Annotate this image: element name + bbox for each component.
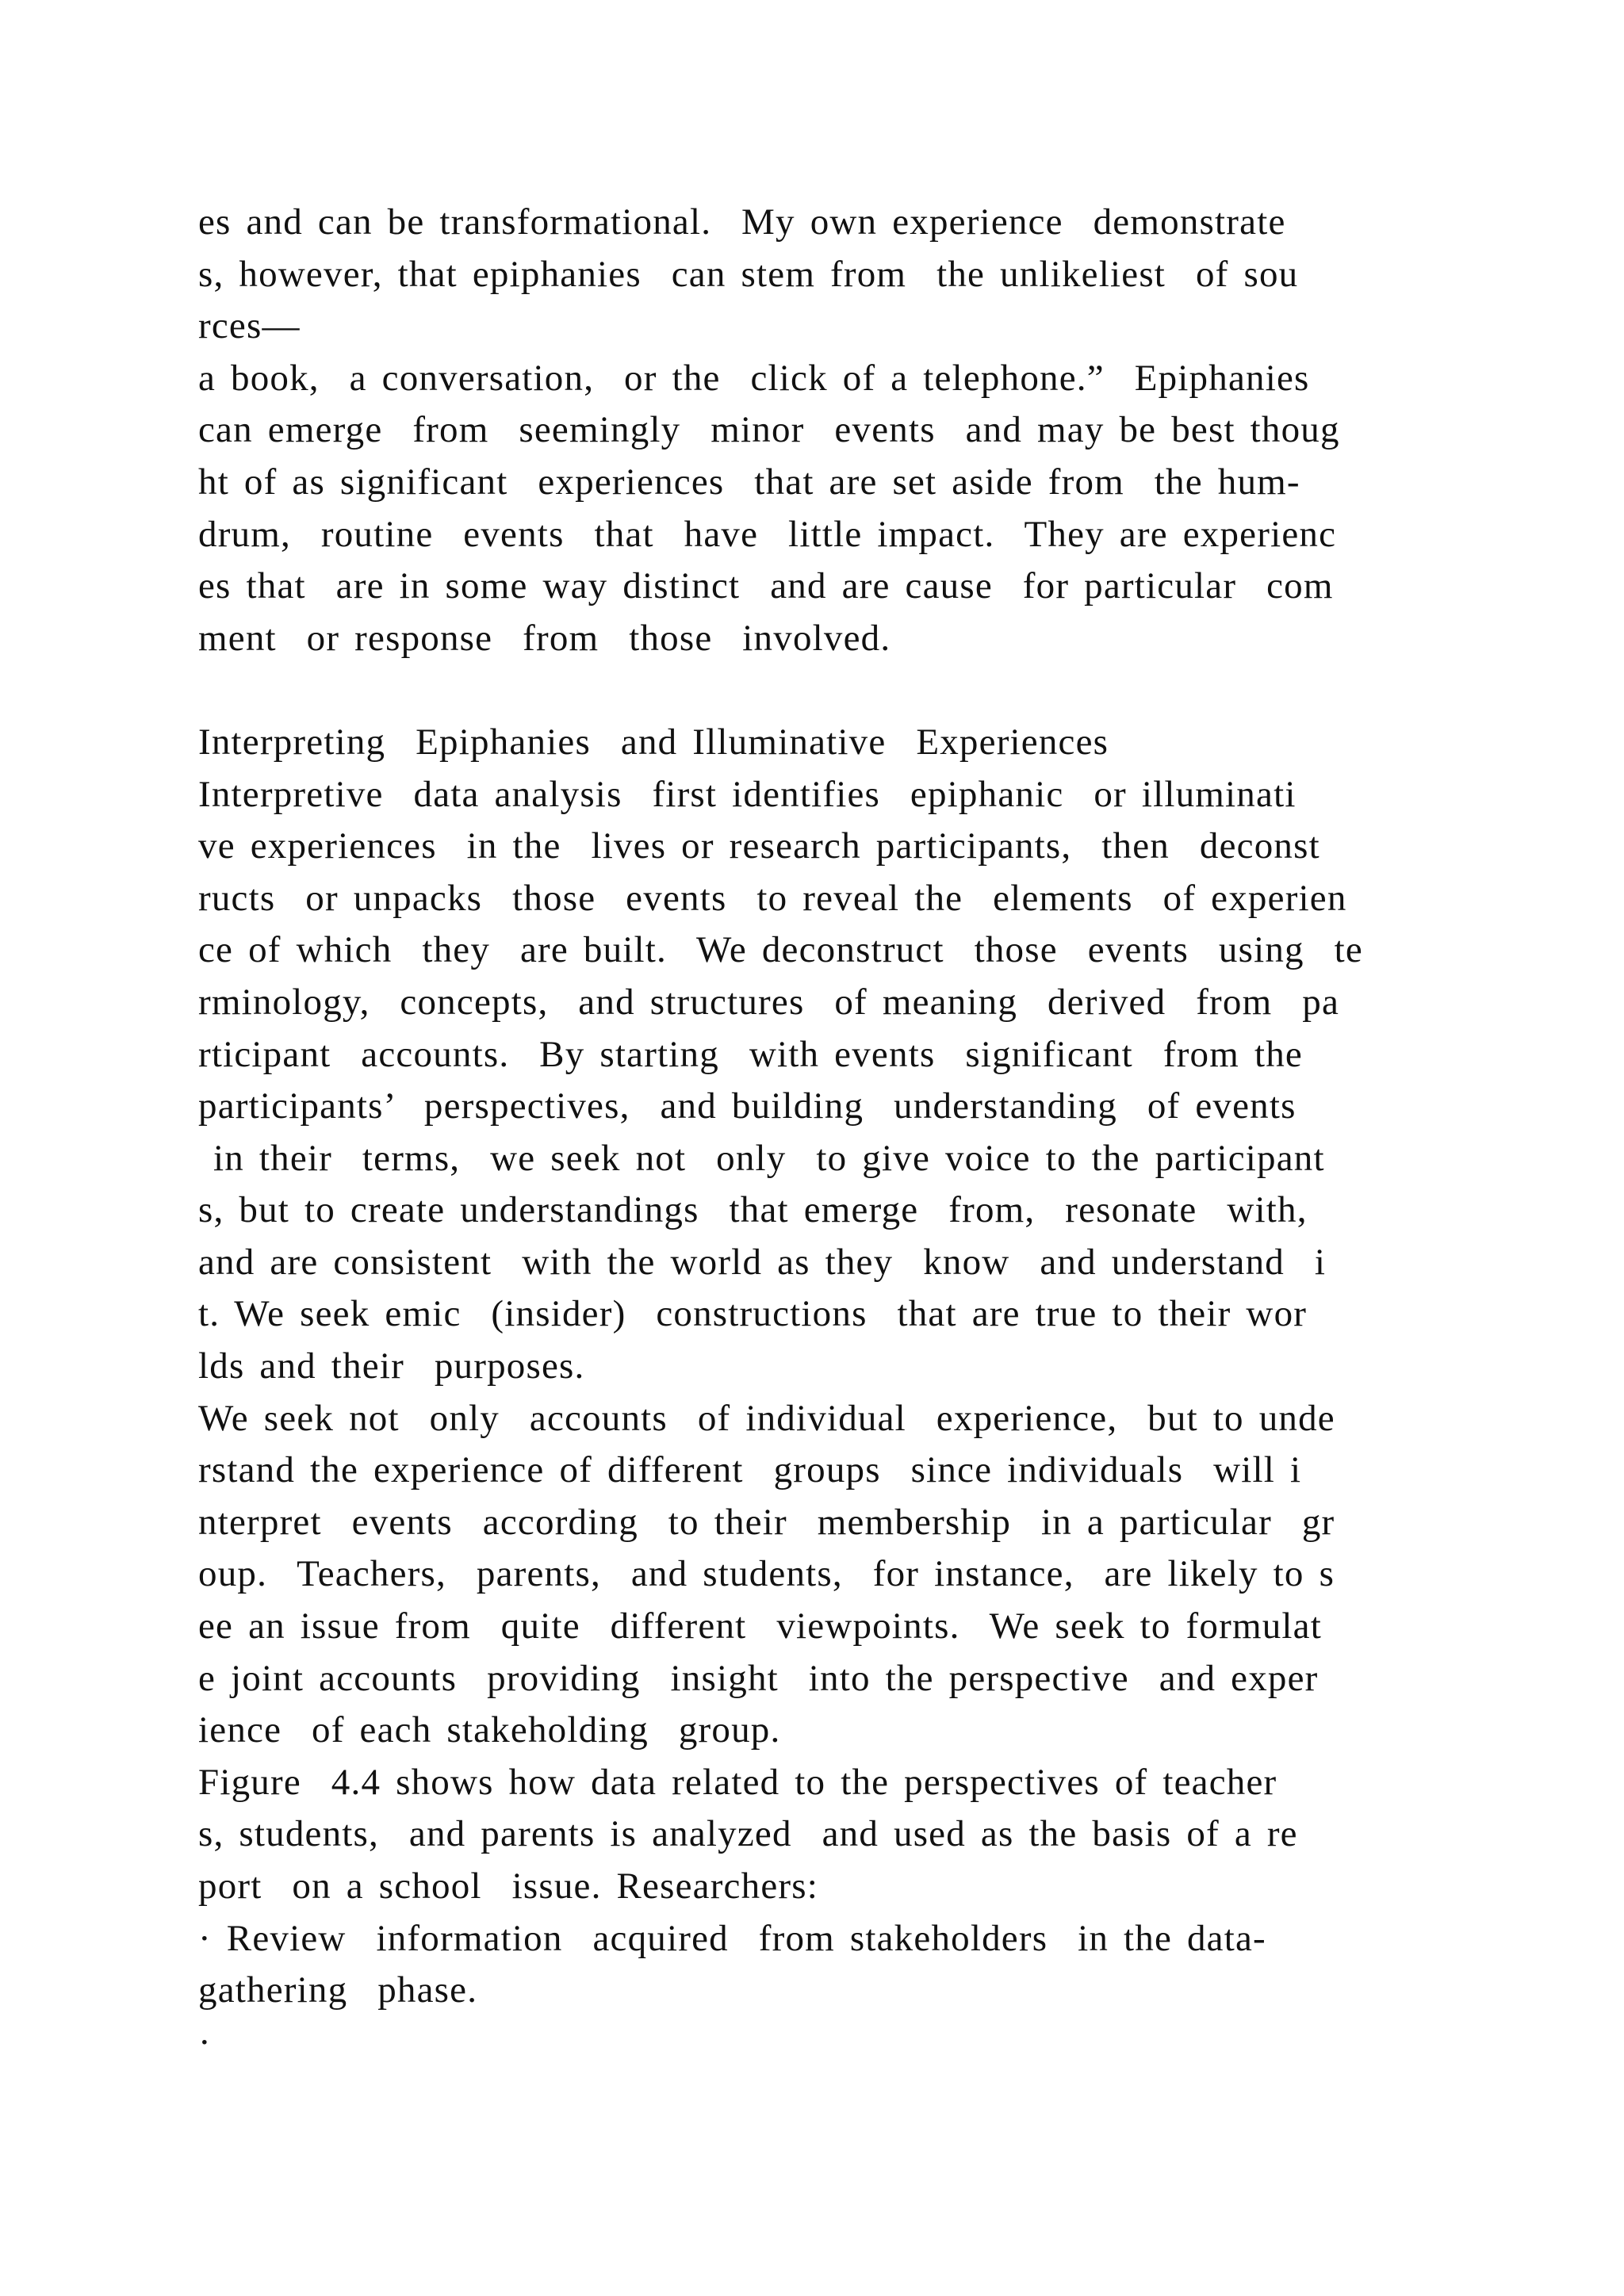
text-line: ment or response from those involved.: [198, 617, 891, 659]
text-line: s, however, that epiphanies can stem from the unlikeliest of sou: [198, 253, 1299, 295]
text-line: ve experiences in the lives or research participants, then deconst: [198, 825, 1320, 867]
text-line: a book, a conversation, or the click of a telephone.” Epiphanies: [198, 357, 1310, 399]
bullet-item: ·: [198, 2021, 212, 2063]
bullet-item-continuation: gathering phase.: [198, 1969, 478, 2011]
text-line: rstand the experience of different groups since individuals will i: [198, 1449, 1302, 1491]
text-line: e joint accounts providing insight into the perspective and exper: [198, 1657, 1319, 1699]
text-line: We seek not only accounts of individual experience, but to unde: [198, 1397, 1335, 1439]
text-line: port on a school issue. Researchers:: [198, 1866, 818, 1907]
text-line: drum, routine events that have little impact. They are experienc: [198, 513, 1337, 555]
text-line: lds and their purposes.: [198, 1345, 585, 1387]
text-line: t. We seek emic (insider) constructions that are true to their wor: [198, 1293, 1308, 1335]
bullet-item: · Review information acquired from stakeholders in the data-: [198, 1917, 1266, 1959]
text-line: ience of each stakeholding group.: [198, 1709, 781, 1751]
blank-line: [198, 664, 1467, 717]
body-text: [198, 197, 1467, 2068]
text-line: ee an issue from quite different viewpoints. We seek to formulat: [198, 1605, 1322, 1647]
section-heading: Interpreting Epiphanies and Illuminative Experiences: [198, 721, 1109, 763]
text-line: es and can be transformational. My own experience demonstrate: [198, 201, 1286, 243]
text-line: participants’ perspectives, and building understanding of events: [198, 1085, 1297, 1127]
text-line: nterpret events according to their membership in a particular gr: [198, 1501, 1335, 1543]
text-line: ce of which they are built. We deconstruct those events using te: [198, 929, 1363, 971]
text-line: in their terms, we seek not only to give voice to the participant: [198, 1137, 1325, 1179]
text-line: ructs or unpacks those events to reveal the elements of experien: [198, 877, 1347, 919]
text-line: rticipant accounts. By starting with events significant from the: [198, 1033, 1303, 1075]
text-line: Figure 4.4 shows how data related to the perspectives of teacher: [198, 1761, 1277, 1803]
text-line: es that are in some way distinct and are cause for particular com: [198, 565, 1334, 607]
text-line: Interpretive data analysis first identifies epiphanic or illuminati: [198, 773, 1297, 815]
text-line: rminology, concepts, and structures of meaning derived from pa: [198, 981, 1340, 1023]
text-line: oup. Teachers, parents, and students, for instance, are likely to s: [198, 1553, 1335, 1595]
text-line: and are consistent with the world as they know and understand i: [198, 1241, 1327, 1283]
text-line: can emerge from seemingly minor events and may be best thoug: [198, 409, 1340, 451]
text-line: s, but to create understandings that emerge from, resonate with,: [198, 1189, 1308, 1231]
text-line: s, students, and parents is analyzed and used as the basis of a re: [198, 1813, 1298, 1855]
text-line: rces—: [198, 305, 301, 347]
text-line: ht of as significant experiences that are set aside from the hum-: [198, 461, 1300, 503]
